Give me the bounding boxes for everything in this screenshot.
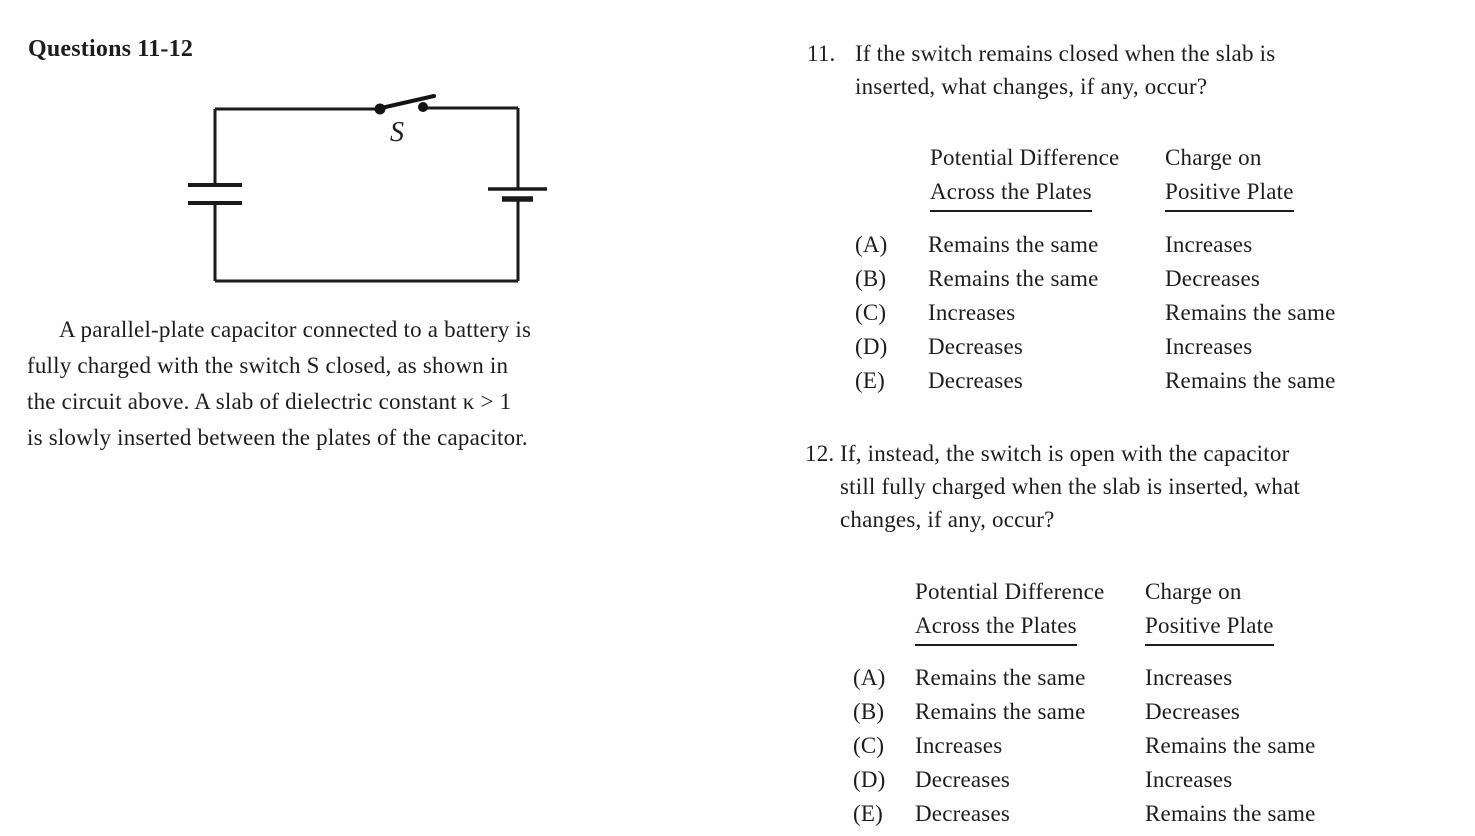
option-letter: (C)	[855, 300, 887, 325]
option-col1-value: Increases	[915, 733, 1003, 758]
column-header-line-underlined: Positive Plate	[1165, 175, 1294, 212]
column-header-line-underlined: Across the Plates	[930, 175, 1092, 212]
passage-line: is slowly inserted between the plates of the capacitor.	[27, 425, 528, 450]
option-col2-value: Increases	[1165, 232, 1253, 257]
question-12-options	[853, 661, 1316, 831]
circuit-diagram	[150, 85, 560, 300]
switch-node-right	[418, 102, 428, 112]
option-letter: (D)	[853, 767, 886, 792]
question-12-column-headers	[915, 575, 1274, 646]
option-col2-value: Increases	[1145, 665, 1233, 690]
option-col2-value: Increases	[1145, 767, 1233, 792]
option-row-a	[855, 228, 1336, 262]
question-text	[840, 437, 1300, 536]
question-11-options	[855, 228, 1336, 398]
option-col2-value: Decreases	[1145, 699, 1241, 724]
option-col1-value: Remains the same	[928, 266, 1099, 291]
option-letter: (D)	[855, 334, 888, 359]
question-12-prompt	[805, 437, 1300, 536]
question-text	[855, 37, 1275, 103]
capacitor-symbol	[188, 185, 242, 203]
question-text-line: inserted, what changes, if any, occur?	[855, 74, 1208, 99]
option-letter: (A)	[853, 665, 886, 690]
option-letter: (C)	[853, 733, 885, 758]
question-text-line: changes, if any, occur?	[840, 507, 1055, 532]
option-col1-value: Remains the same	[915, 665, 1086, 690]
option-letter: (E)	[855, 368, 885, 393]
question-number: 11.	[807, 41, 836, 66]
option-letter: (B)	[853, 699, 885, 724]
column-header-potential-difference	[915, 575, 1145, 646]
column-header-line: Charge on	[1165, 145, 1262, 170]
switch-symbol	[375, 96, 435, 148]
option-col2-value: Increases	[1165, 334, 1253, 359]
option-row-c	[853, 729, 1316, 763]
question-11-prompt	[807, 37, 1275, 103]
column-header-charge	[1145, 575, 1274, 646]
column-header-line-underlined: Across the Plates	[915, 609, 1077, 646]
question-11-column-headers	[930, 141, 1294, 212]
column-header-line: Potential Difference	[915, 579, 1105, 604]
option-col1-value: Decreases	[928, 334, 1024, 359]
option-col1-value: Increases	[928, 300, 1016, 325]
option-col2-value: Remains the same	[1145, 801, 1316, 826]
battery-symbol	[488, 189, 547, 199]
option-row-d	[855, 330, 1336, 364]
option-row-b	[855, 262, 1336, 296]
passage-line: fully charged with the switch S closed, as shown in	[27, 353, 509, 378]
question-text-line: If the switch remains closed when the slab is	[855, 41, 1276, 66]
column-header-line: Charge on	[1145, 579, 1242, 604]
column-header-potential-difference	[930, 141, 1165, 212]
option-row-d	[853, 763, 1316, 797]
question-text-line: If, instead, the switch is open with the capacitor	[840, 441, 1290, 466]
question-number: 12.	[805, 441, 835, 466]
option-col1-value: Remains the same	[928, 232, 1099, 257]
passage-line: the circuit above. A slab of dielectric constant κ > 1	[27, 389, 512, 414]
passage-text	[27, 312, 717, 456]
column-header-line: Potential Difference	[930, 145, 1120, 170]
option-row-a	[853, 661, 1316, 695]
column-header-line-underlined: Positive Plate	[1145, 609, 1274, 646]
column-header-charge	[1165, 141, 1294, 212]
option-letter: (E)	[853, 801, 883, 826]
option-col1-value: Decreases	[915, 801, 1011, 826]
option-row-e	[853, 797, 1316, 831]
option-col1-value: Decreases	[928, 368, 1024, 393]
option-col2-value: Remains the same	[1165, 300, 1336, 325]
passage-line: A parallel-plate capacitor connected to a battery is	[59, 317, 532, 342]
page-title: Questions 11-12	[28, 36, 194, 62]
option-letter: (B)	[855, 266, 887, 291]
option-col2-value: Remains the same	[1145, 733, 1316, 758]
option-col1-value: Decreases	[915, 767, 1011, 792]
option-row-b	[853, 695, 1316, 729]
question-text-line: still fully charged when the slab is inserted, what	[840, 474, 1301, 499]
option-letter: (A)	[855, 232, 888, 257]
switch-label: S	[390, 117, 404, 148]
option-col2-value: Decreases	[1165, 266, 1261, 291]
option-col1-value: Remains the same	[915, 699, 1086, 724]
option-col2-value: Remains the same	[1165, 368, 1336, 393]
option-row-c	[855, 296, 1336, 330]
option-row-e	[855, 364, 1336, 398]
